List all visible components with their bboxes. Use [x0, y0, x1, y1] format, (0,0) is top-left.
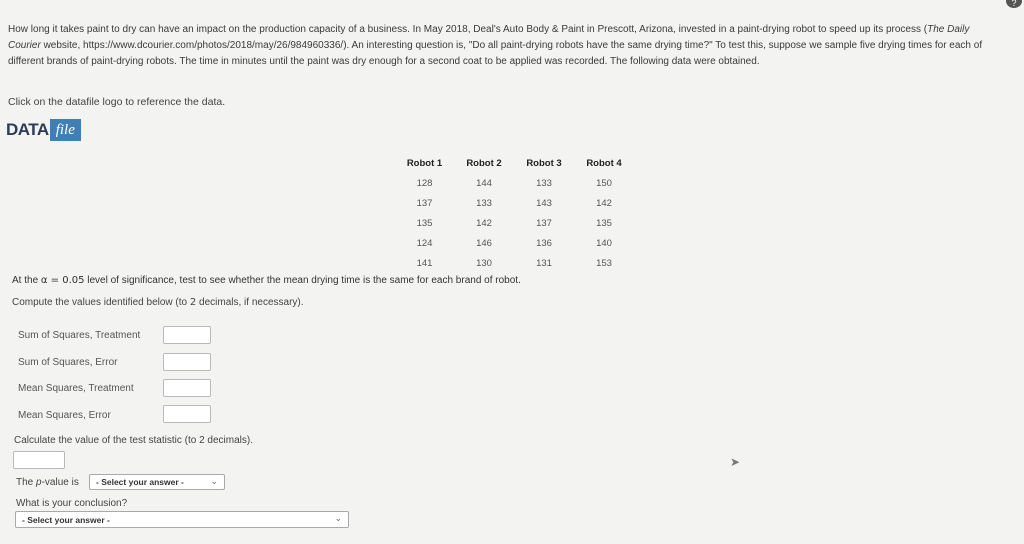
problem-intro: [8, 22, 1003, 70]
table-cell: 136: [536, 237, 552, 249]
ms-treatment-input[interactable]: [163, 379, 211, 397]
question-text-2: level of significance, test to see whether the mean drying time is the same for each brand of robot.: [84, 275, 521, 286]
pvalue-text-1: The: [16, 477, 37, 488]
calc-note-text-1: Calculate the value of the test statistic (to: [14, 435, 200, 446]
intro-text-2: website, https://www.dcourier.com/photos/2018/may/26/984960336/). An interesting question is, "Do all paint-drying robots have the same drying time?" To test this, suppose we sample five drying times for each of different brands of paint-drying robots. The time in minutes until the paint was dry enough for a second coat to be applied was recorded. The following data were obtained.: [8, 40, 983, 67]
calc-note: [14, 435, 253, 446]
col-header: Robot 1: [406, 157, 443, 169]
pvalue-label: [16, 477, 79, 488]
p-symbol: p: [36, 477, 42, 488]
table-row: [395, 173, 634, 193]
table-cell: 137: [416, 197, 433, 209]
table-header-row: [395, 153, 634, 173]
calc-note-text-2: decimals).: [204, 435, 254, 446]
table-row: [395, 233, 634, 253]
ss-treatment-label: Sum of Squares, Treatment: [18, 330, 141, 341]
data-table: [395, 153, 634, 273]
datafile-file-text: file: [50, 119, 81, 141]
table-cell: 142: [596, 197, 612, 209]
table-cell: 142: [476, 217, 492, 229]
help-icon[interactable]: ?: [1006, 0, 1022, 8]
table-cell: 140: [596, 237, 612, 249]
ss-error-input[interactable]: [163, 353, 211, 371]
col-header: Robot 3: [526, 157, 562, 169]
col-header: Robot 4: [586, 157, 622, 169]
intro-text-1: How long it takes paint to dry can have an impact on the production capacity of a business. In May 2018, Deal's Auto Body & Paint in Prescott, Arizona, invested in a paint-drying robot to speed up its process (: [8, 24, 928, 35]
table-cell: 146: [476, 237, 492, 249]
table-cell: 135: [596, 217, 612, 229]
ms-treatment-label: Mean Squares, Treatment: [18, 383, 134, 394]
calc-note-decimals: 2: [199, 435, 205, 446]
ms-error-label: Mean Squares, Error: [18, 410, 111, 421]
table-cell: 128: [416, 177, 433, 189]
intro-source-title: The Daily Courier: [8, 24, 970, 51]
table-cell: 150: [596, 177, 612, 189]
chevron-down-icon: ⌄: [334, 513, 342, 523]
col-header: Robot 2: [466, 157, 502, 169]
table-row: [395, 213, 634, 233]
compute-note-decimals: 2: [189, 297, 197, 308]
table-cell: 130: [476, 257, 492, 269]
table-cell: 143: [536, 197, 552, 209]
datafile-data-text: DATA: [6, 120, 49, 139]
ss-treatment-input[interactable]: [163, 326, 211, 344]
table-cell: 144: [476, 177, 492, 189]
conclusion-select-value: - Select your answer -: [22, 514, 110, 525]
significance-question: [12, 275, 521, 286]
ms-error-input[interactable]: [163, 405, 211, 423]
table-cell: 135: [416, 217, 433, 229]
click-note: Click on the datafile logo to reference the data.: [8, 96, 226, 108]
conclusion-question: What is your conclusion?: [16, 498, 128, 509]
compute-note: [12, 297, 304, 308]
table-cell: 133: [536, 177, 552, 189]
pvalue-select[interactable]: [89, 474, 225, 490]
table-row: [395, 193, 634, 213]
compute-note-text-2: decimals, if necessary).: [196, 297, 304, 308]
alpha-value: α = 0.05: [40, 275, 85, 286]
question-text-1: At the: [12, 275, 41, 286]
table-cell: 137: [536, 217, 552, 229]
table-cell: 124: [416, 237, 433, 249]
mouse-cursor-icon: ➤: [730, 455, 741, 469]
compute-note-text-1: Compute the values identified below (to: [12, 297, 190, 308]
chevron-down-icon: ⌄: [210, 476, 218, 486]
datafile-logo[interactable]: [6, 119, 81, 141]
ss-error-label: Sum of Squares, Error: [18, 357, 118, 368]
table-cell: 153: [596, 257, 612, 269]
pvalue-select-value: - Select your answer -: [96, 477, 184, 487]
pvalue-text-2: -value is: [41, 477, 79, 488]
test-statistic-input[interactable]: [13, 451, 65, 469]
table-cell: 141: [416, 257, 433, 269]
table-cell: 133: [476, 197, 492, 209]
table-cell: 131: [536, 257, 552, 269]
table-row: [395, 253, 634, 273]
conclusion-select[interactable]: [15, 511, 349, 528]
